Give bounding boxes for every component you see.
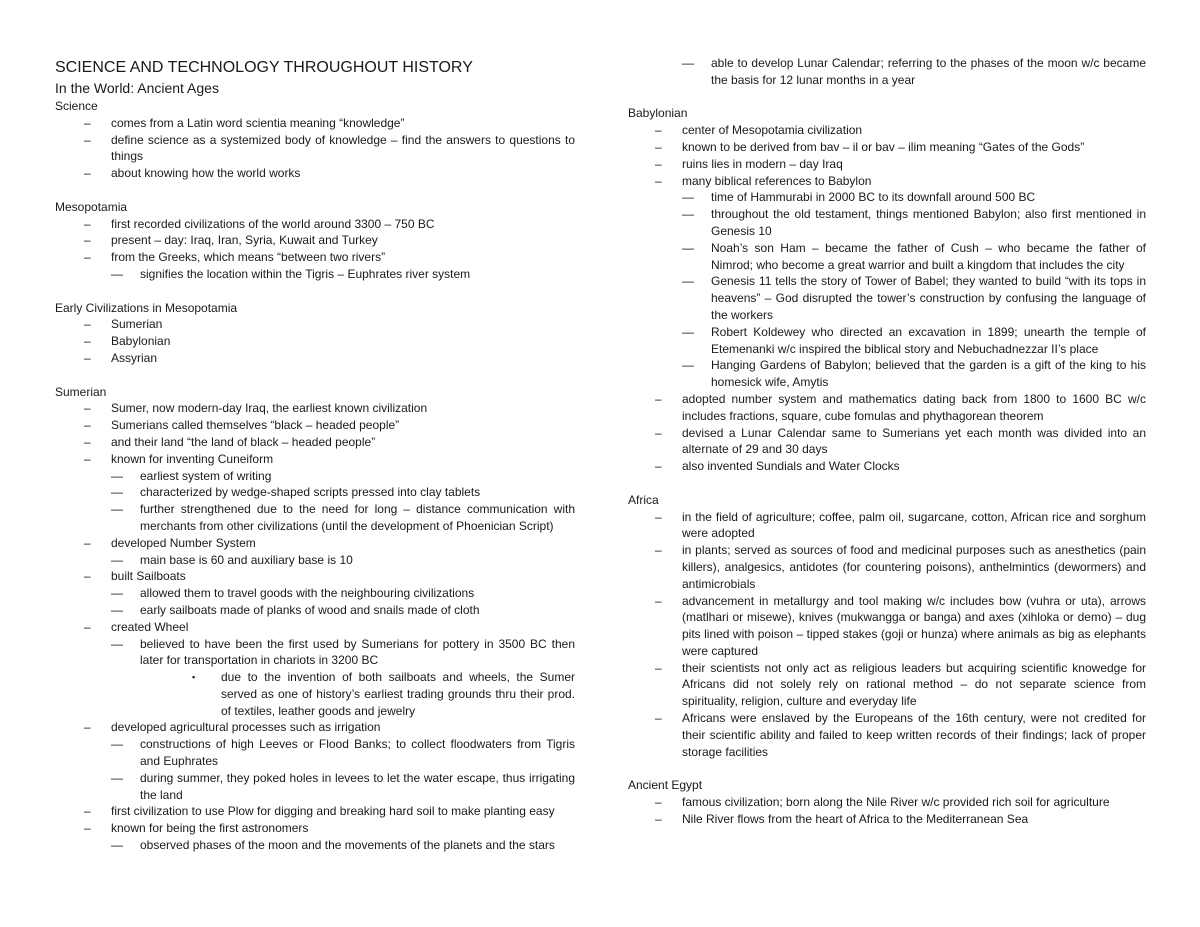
- list-item-text: allowed them to travel goods with the neighbouring civilizations: [140, 586, 475, 601]
- dash-bullet-icon: —: [682, 56, 694, 70]
- dash-bullet-icon: –: [84, 334, 91, 349]
- left-column: [55, 57, 575, 854]
- list-item-text: earliest system of writing: [140, 468, 272, 483]
- dash-bullet-icon: —: [111, 485, 123, 500]
- list-item: [628, 189, 1146, 206]
- section-gap: [55, 367, 575, 384]
- dash-bullet-icon: –: [84, 350, 91, 365]
- list-item-text: Genesis 11 tells the story of Tower of Babel; they wanted to build “with its tops in heavens” – God disrupted the tower’s construction by confusing the language of the workers: [711, 274, 1146, 322]
- list-item-text: Sumer, now modern-day Iraq, the earliest known civilization: [111, 401, 428, 416]
- list-item-text: many biblical references to Babylon: [682, 173, 872, 188]
- section-heading: Mesopotamia: [55, 199, 128, 214]
- list-item: [55, 232, 575, 249]
- list-item: [55, 820, 575, 837]
- dash-bullet-icon: –: [84, 720, 91, 735]
- dash-bullet-icon: –: [84, 250, 91, 265]
- list-item-text: developed Number System: [111, 535, 256, 550]
- list-item: [55, 350, 575, 367]
- dash-bullet-icon: —: [111, 552, 123, 567]
- dash-bullet-icon: –: [84, 451, 91, 466]
- list-item: [55, 216, 575, 233]
- dash-bullet-icon: —: [111, 468, 123, 483]
- list-item: [55, 451, 575, 468]
- list-item-text: advancement in metallurgy and tool making w/c includes bow (vuhra or uta), arrows (matlhari or misewe), knives (mukwangga or banga) and axes (xihloka or demo) – dug pits lined with poison – tipped stakes (goji or hunza) where animals as big as elephants were captured: [682, 593, 1146, 658]
- list-item: [55, 719, 575, 736]
- list-item-text: during summer, they poked holes in levees to let the water escape, thus irrigating the land: [140, 770, 575, 802]
- dash-bullet-icon: –: [655, 156, 662, 171]
- list-item-text: present – day: Iraq, Iran, Syria, Kuwait and Turkey: [111, 233, 378, 248]
- dash-bullet-icon: —: [682, 274, 694, 289]
- list-item: [628, 156, 1146, 173]
- list-item-text: known for being the first astronomers: [111, 821, 309, 836]
- dash-bullet-icon: –: [84, 317, 91, 332]
- dash-bullet-icon: –: [655, 139, 662, 154]
- list-item: [628, 593, 1146, 660]
- section-gap: [628, 760, 1146, 777]
- list-item-text: throughout the old testament, things mentioned Babylon; also first mentioned in Genesis 10: [711, 207, 1146, 238]
- left-sections: [55, 98, 575, 854]
- list-item-text: Noah’s son Ham – became the father of Cush – who became the father of Nimrod; who become a great warrior and built a kingdom that includes the city: [711, 240, 1146, 272]
- list-item-text: characterized by wedge-shaped scripts pressed into clay tablets: [140, 485, 481, 500]
- list-item: [55, 468, 575, 485]
- list-item-text: and their land “the land of black – headed people”: [111, 434, 376, 449]
- list-item: [628, 273, 1146, 323]
- dash-bullet-icon: –: [655, 660, 662, 675]
- list-item: [628, 794, 1146, 811]
- section-gap: [55, 283, 575, 300]
- dash-bullet-icon: —: [682, 240, 694, 255]
- dash-bullet-icon: —: [682, 358, 694, 373]
- dash-bullet-icon: —: [682, 324, 694, 339]
- document-subtitle: In the World: Ancient Ages: [55, 80, 219, 96]
- list-item-text: Sumerian: [111, 317, 163, 332]
- list-item-text: known for inventing Cuneiform: [111, 451, 274, 466]
- dash-bullet-icon: —: [111, 602, 123, 617]
- dash-bullet-icon: –: [655, 509, 662, 524]
- dash-bullet-icon: –: [655, 391, 662, 406]
- list-item: [628, 425, 1146, 459]
- list-item: [55, 484, 575, 501]
- list-item-text: Africans were enslaved by the Europeans of the 16th century, were not credited for their scientific ability and failed to keep written records of their findings; lack of proper storage facilities: [682, 711, 1146, 759]
- section-heading: Science: [55, 99, 98, 113]
- list-item-text: developed agricultural processes such as irrigation: [111, 720, 381, 735]
- list-item: [55, 249, 575, 266]
- list-item-text: built Sailboats: [111, 569, 186, 584]
- list-item: [55, 316, 575, 333]
- dash-bullet-icon: —: [111, 737, 123, 752]
- section-gap: [628, 89, 1146, 106]
- list-item: [55, 400, 575, 417]
- right-column: [628, 55, 1146, 828]
- dash-bullet-icon: –: [84, 166, 91, 181]
- dash-bullet-icon: –: [655, 811, 662, 826]
- list-item: [55, 736, 575, 770]
- list-item-text: their scientists not only act as religious leaders but acquiring scientific knowedge for Africans did not solely rely on rational method – do not separate science from spirituality, religion, culture and everyday life: [682, 660, 1146, 709]
- list-item-text: further strengthened due to the need for long – distance communication with merchants from other civilizations (until the development of Phoenician Script): [140, 502, 575, 533]
- list-item: [55, 602, 575, 619]
- dash-bullet-icon: —: [111, 636, 123, 651]
- list-item: [55, 552, 575, 569]
- dash-bullet-icon: –: [84, 434, 91, 449]
- list-item-text: able to develop Lunar Calendar; referring to the phases of the moon w/c became the basis for 12 lunar months in a year: [711, 56, 1146, 87]
- list-item-text: ruins lies in modern – day Iraq: [682, 156, 843, 171]
- dash-bullet-icon: –: [84, 418, 91, 433]
- list-item-text: constructions of high Leeves or Flood Banks; to collect floodwaters from Tigris and Euphrates: [140, 737, 575, 769]
- list-item-text: main base is 60 and auxiliary base is 10: [140, 552, 353, 567]
- dash-bullet-icon: —: [111, 770, 123, 785]
- list-item-text: about knowing how the world works: [111, 166, 301, 181]
- dash-bullet-icon: –: [84, 821, 91, 836]
- list-item-text: created Wheel: [111, 619, 189, 634]
- list-item-text: Babylonian: [111, 334, 171, 349]
- square-bullet-icon: ▪: [192, 672, 196, 683]
- list-item-text: first recorded civilizations of the world around 3300 – 750 BC: [111, 216, 435, 231]
- dash-bullet-icon: —: [111, 502, 123, 517]
- dash-bullet-icon: –: [84, 132, 91, 147]
- list-item: [55, 165, 575, 182]
- list-item-text: Robert Koldewey who directed an excavation in 1899; unearth the temple of Etemenanki w/c inspired the biblical story and Nebuchadnezzar II’s place: [711, 324, 1146, 356]
- list-item: [628, 173, 1146, 190]
- right-sections: [628, 55, 1146, 828]
- section-gap: [55, 182, 575, 199]
- dash-bullet-icon: –: [655, 173, 662, 188]
- list-item: [628, 206, 1146, 240]
- dash-bullet-icon: –: [655, 711, 662, 726]
- dash-bullet-icon: –: [655, 593, 662, 608]
- dash-bullet-icon: —: [111, 838, 123, 853]
- list-item: [55, 417, 575, 434]
- list-item: [55, 585, 575, 602]
- list-item: [55, 535, 575, 552]
- dash-bullet-icon: –: [84, 216, 91, 231]
- section-heading: Sumerian: [55, 384, 107, 399]
- list-item: [628, 542, 1146, 592]
- list-item-text: also invented Sundials and Water Clocks: [682, 459, 900, 474]
- list-item: [55, 132, 575, 166]
- dash-bullet-icon: —: [111, 586, 123, 601]
- dash-bullet-icon: –: [655, 459, 662, 474]
- list-item: [55, 619, 575, 636]
- list-item: [628, 324, 1146, 358]
- list-item-text: Sumerians called themselves “black – headed people”: [111, 418, 400, 433]
- list-item-text: known to be derived from bav – il or bav – ilim meaning “Gates of the Gods”: [682, 139, 1085, 154]
- list-item-text: Hanging Gardens of Babylon; believed that the garden is a gift of the king to his homesick wife, Amytis: [711, 358, 1146, 390]
- section-heading: Africa: [628, 492, 659, 507]
- dash-bullet-icon: —: [682, 190, 694, 205]
- list-item-text: from the Greeks, which means “between two rivers”: [111, 250, 386, 265]
- section-heading: Ancient Egypt: [628, 778, 703, 793]
- list-item-text: in the field of agriculture; coffee, palm oil, sugarcane, cotton, African rice and sorghum were adopted: [682, 509, 1146, 541]
- dash-bullet-icon: –: [655, 795, 662, 810]
- list-item: [628, 811, 1146, 828]
- list-item-text: adopted number system and mathematics dating back from 1800 to 1600 BC w/c includes fractions, square, cube fomulas and phythagorean theorem: [682, 391, 1146, 423]
- list-item: [55, 501, 575, 535]
- list-item: [628, 139, 1146, 156]
- list-item: [55, 669, 575, 719]
- list-item: [55, 333, 575, 350]
- dash-bullet-icon: –: [84, 535, 91, 550]
- dash-bullet-icon: –: [84, 233, 91, 248]
- list-item: [628, 240, 1146, 274]
- list-item: [55, 803, 575, 820]
- list-item-text: due to the invention of both sailboats and wheels, the Sumer served as one of history’s earliest trading grounds thru their prod. of textiles, leather goods and jewelry: [221, 670, 575, 718]
- list-item-text: in plants; served as sources of food and medicinal purposes such as anesthetics (pain killers), analgesics, antidotes (for countering poisons), anthelmintics (dewormers) and antimicrobials: [682, 543, 1146, 591]
- list-item: [55, 115, 575, 132]
- dash-bullet-icon: –: [84, 619, 91, 634]
- list-item: [628, 391, 1146, 425]
- dash-bullet-icon: –: [655, 543, 662, 558]
- dash-bullet-icon: —: [682, 207, 694, 222]
- list-item: [628, 55, 1146, 89]
- dash-bullet-icon: —: [111, 266, 123, 281]
- list-item: [628, 509, 1146, 543]
- list-item: [55, 837, 575, 854]
- list-item: [628, 660, 1146, 710]
- list-item: [628, 357, 1146, 391]
- dash-bullet-icon: –: [655, 123, 662, 138]
- list-item-text: Assyrian: [111, 350, 158, 365]
- list-item: [55, 434, 575, 451]
- dash-bullet-icon: –: [84, 804, 91, 819]
- list-item: [628, 122, 1146, 139]
- dash-bullet-icon: –: [84, 569, 91, 584]
- list-item: [55, 568, 575, 585]
- dash-bullet-icon: –: [655, 425, 662, 440]
- list-item-text: devised a Lunar Calendar same to Sumerians yet each month was divided into an alternate of 29 and 30 days: [682, 425, 1146, 457]
- list-item: [55, 636, 575, 670]
- list-item: [628, 710, 1146, 760]
- section-heading: Babylonian: [628, 106, 688, 121]
- list-item: [55, 266, 575, 283]
- list-item: [628, 458, 1146, 475]
- list-item-text: famous civilization; born along the Nile River w/c provided rich soil for agriculture: [682, 795, 1110, 810]
- list-item: [55, 770, 575, 804]
- list-item-text: define science as a systemized body of knowledge – find the answers to questions to things: [111, 132, 575, 164]
- list-item-text: center of Mesopotamia civilization: [682, 123, 863, 138]
- list-item-text: observed phases of the moon and the movements of the planets and the stars: [140, 838, 555, 853]
- list-item-text: signifies the location within the Tigris – Euphrates river system: [140, 266, 471, 281]
- section-heading: Early Civilizations in Mesopotamia: [55, 300, 238, 315]
- list-item-text: time of Hammurabi in 2000 BC to its downfall around 500 BC: [711, 190, 1036, 205]
- document-title: SCIENCE AND TECHNOLOGY THROUGHOUT HISTORY: [55, 59, 473, 76]
- section-gap: [628, 475, 1146, 492]
- dash-bullet-icon: –: [84, 115, 91, 130]
- list-item-text: first civilization to use Plow for digging and breaking hard soil to make planting easy: [111, 804, 555, 819]
- list-item-text: comes from a Latin word scientia meaning “knowledge”: [111, 115, 405, 130]
- list-item-text: believed to have been the first used by Sumerians for pottery in 3500 BC then later for transportation in chariots in 3200 BC: [140, 636, 575, 668]
- dash-bullet-icon: –: [84, 401, 91, 416]
- list-item-text: Nile River flows from the heart of Africa to the Mediterranean Sea: [682, 811, 1029, 826]
- list-item-text: early sailboats made of planks of wood and snails made of cloth: [140, 602, 480, 617]
